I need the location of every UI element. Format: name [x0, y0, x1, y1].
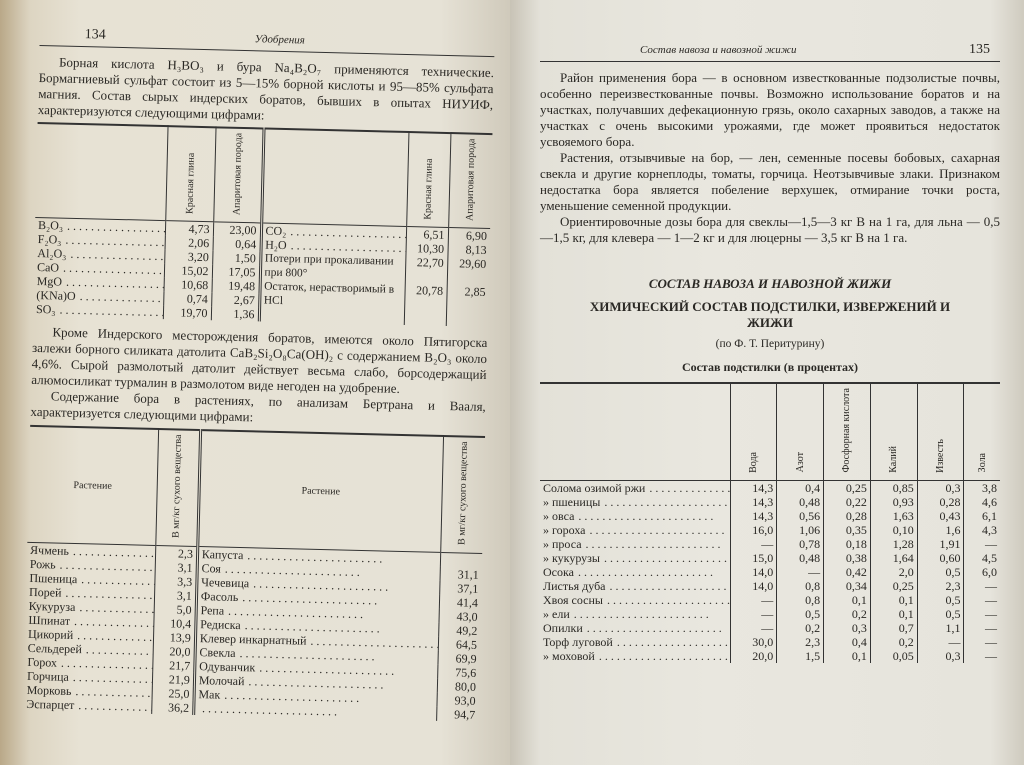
paragraph: Содержание бора в растениях, по анализам Бертрана и Вааля, характеризуется следующими цифрами: [30, 388, 486, 425]
cell-value: 2,85 [446, 284, 489, 313]
plant-name: Эспарцет . . . [23, 697, 152, 714]
plant-name: Цикорий . . . [25, 627, 154, 644]
cell-value: 8,13 [447, 242, 489, 257]
table-row [540, 607, 1000, 621]
row-label: Потери при прокаливании при 800° [264, 252, 394, 280]
cell-value: 17,05 [212, 265, 260, 280]
cell-value: 0,8 [777, 593, 824, 607]
running-head: Удобрения [254, 33, 305, 47]
cell-value: 1,1 [917, 621, 964, 635]
cell-value: 4,73 [165, 221, 213, 237]
cell-value: 0,25 [870, 579, 917, 593]
cell-value: 1,63 [870, 509, 917, 523]
column-header [917, 383, 964, 480]
table-row [540, 635, 1000, 649]
row-label: H₂O . . . [261, 238, 406, 256]
cell-value: 15,0 [730, 551, 777, 565]
plant-name: Мак . . . [194, 687, 437, 707]
cell-value: 4,3 [964, 523, 1000, 537]
column-header-label: Вода [747, 451, 759, 473]
cell-value: 0,85 [870, 480, 917, 495]
column-header [777, 383, 824, 480]
litter-composition-table [540, 382, 1000, 663]
plant-name: Редиска . . . [196, 617, 439, 637]
boron-value: 5,0 [154, 602, 196, 617]
column-header: В мг/кг сухого вещества [170, 434, 185, 539]
plant-name: Рожь . . . [27, 557, 156, 574]
cell-value: 0,48 [777, 551, 824, 565]
cell-value: 0,7 [870, 621, 917, 635]
cell-value: 0,34 [824, 579, 871, 593]
cell-value: 1,50 [212, 251, 260, 266]
cell-value: 2,3 [917, 579, 964, 593]
borates-table [33, 122, 493, 327]
column-header-label: Калий [888, 445, 900, 473]
paragraph: Ориентировочные дозы бора для свеклы—1,5—3 кг B на 1 га, для льна — 0,5—1,5 кг, для клевера — 1—2 кг и для люцерны — 3,5 кг B на 1 га. [540, 214, 1000, 245]
cell-value: 0,1 [870, 607, 917, 621]
cell-value: 0,5 [917, 607, 964, 621]
row-label: » пшеницы . . . [540, 495, 730, 509]
plant-name: Молочай . . . [194, 673, 437, 693]
cell-value: 14,3 [730, 495, 777, 509]
row-label: » овса . . . [540, 509, 730, 523]
column-header [730, 383, 777, 480]
cell-value: — [964, 621, 1000, 635]
table-row [540, 593, 1000, 607]
row-label: SO₃ . . . [33, 302, 163, 319]
cell-value: 14,0 [730, 579, 777, 593]
cell-value: 0,28 [917, 495, 964, 509]
right-page-header [540, 40, 1000, 62]
column-header-label: Зола [976, 453, 988, 473]
boron-value: 20,0 [153, 644, 195, 659]
cell-value: 0,5 [777, 607, 824, 621]
row-label: Листья дуба . . . [540, 579, 730, 593]
cell-value: 0,5 [917, 593, 964, 607]
cell-value: 3,20 [164, 249, 212, 264]
empty-cell [259, 308, 404, 326]
cell-value: 3,8 [964, 480, 1000, 495]
cell-value: 0,48 [777, 495, 824, 509]
cell-value: 0,56 [777, 509, 824, 523]
column-header: В мг/кг сухого вещества [456, 441, 470, 546]
row-label: Осока . . . [540, 565, 730, 579]
page-number: 135 [969, 42, 990, 57]
row-label: MgO . . . [34, 274, 164, 291]
boron-value: 13,9 [153, 630, 195, 645]
boron-value [440, 552, 482, 568]
cell-value: — [964, 607, 1000, 621]
cell-value: 10,68 [164, 277, 212, 292]
cell-value: 2,06 [165, 235, 213, 250]
row-label: Остаток, нерастворимый в HCl [263, 280, 395, 308]
boron-value: 3,1 [155, 560, 197, 575]
row-label: CaO . . . [34, 260, 164, 277]
row-label: B₂O₃ . . . [35, 218, 165, 236]
cell-value: 4,5 [964, 551, 1000, 565]
cell-value: 0,18 [824, 537, 871, 551]
plant-name: Клевер инкарнатный . . . [195, 631, 438, 651]
cell-value: 29,60 [447, 256, 490, 285]
cell-value: 1,36 [211, 307, 259, 322]
paragraph: Кроме Индерского месторождения боратов, имеются около Пятигорска залежи борного силиката датолита CaB₂Si₂O₈Ca(OH)₂ с содержанием B₂O₃ около 4,6%. Сырой размолотый датолит действует весьма слабо, борсодержащий алюмосиликат турмалин в размолотом виде негоден на удобрение. [31, 324, 488, 397]
cell-value: 6,0 [964, 565, 1000, 579]
cell-value: 2,3 [777, 635, 824, 649]
cell-value: — [777, 565, 824, 579]
column-header-label: Фосфорная кислота [841, 388, 853, 473]
cell-value: 15,02 [164, 263, 212, 278]
boron-value: 43,0 [438, 609, 480, 624]
cell-value: — [964, 635, 1000, 649]
table-row [540, 523, 1000, 537]
table-row [540, 509, 1000, 523]
cell-value: 22,70 [405, 255, 448, 284]
cell-value: 0,4 [824, 635, 871, 649]
cell-value: 20,78 [404, 283, 447, 312]
cell-value: 0,42 [824, 565, 871, 579]
column-header-label: Азот [794, 452, 806, 473]
column-header: Апаритовая порода [464, 138, 478, 222]
running-head: Состав навоза и навозной жижи [640, 44, 797, 56]
boron-value: 3,3 [155, 574, 197, 589]
boron-value: 64,5 [438, 637, 480, 652]
cell-value: 0,22 [824, 495, 871, 509]
boron-value: 21,7 [153, 658, 195, 673]
boron-value: 37,1 [439, 581, 481, 596]
boron-value: 21,9 [152, 672, 194, 687]
row-label: F₂O₃ . . . [35, 232, 165, 249]
plant-name: Морковь . . . [24, 683, 153, 700]
page-number: 134 [84, 27, 106, 43]
cell-value: 0,5 [917, 565, 964, 579]
cell-value: 0,2 [824, 607, 871, 621]
cell-value: — [730, 537, 777, 551]
cell-value: 1,6 [917, 523, 964, 537]
plant-name: Соя . . . [197, 561, 440, 581]
cell-value: 19,48 [211, 279, 259, 294]
plant-name: Шпинат . . . [25, 613, 154, 630]
boron-value: 41,4 [439, 595, 481, 610]
cell-value: 0,28 [824, 509, 871, 523]
table-row [540, 551, 1000, 565]
row-label: (KNa)O . . . [33, 288, 163, 305]
cell-value: — [964, 649, 1000, 663]
plant-name: Свекла . . . [195, 645, 438, 665]
table-row [540, 579, 1000, 593]
plant-name: Сельдерей . . . [25, 641, 154, 658]
column-header [964, 383, 1000, 480]
cell-value: 0,4 [777, 480, 824, 495]
boron-value: 93,0 [436, 693, 478, 708]
cell-value: 0,1 [870, 593, 917, 607]
cell-value: — [730, 607, 777, 621]
plant-name: Одуванчик . . . [195, 659, 438, 679]
column-header: Красная глина [183, 152, 197, 215]
column-header: Растение [73, 480, 112, 492]
cell-value: 0,60 [917, 551, 964, 565]
cell-value: 14,3 [730, 480, 777, 495]
table-row [540, 495, 1000, 509]
cell-value: 0,74 [163, 291, 211, 306]
boron-value: 69,9 [437, 651, 479, 666]
plant-name: Порей . . . [26, 585, 155, 602]
cell-value: 4,6 [964, 495, 1000, 509]
cell-value: 10,30 [405, 241, 447, 256]
cell-value: 0,64 [213, 237, 261, 252]
plant-name: Горох . . . [24, 655, 153, 672]
cell-value: 19,70 [163, 305, 211, 320]
row-label: Al₂O₃ . . . [34, 246, 164, 263]
table-row [540, 565, 1000, 579]
cell-value: 0,2 [870, 635, 917, 649]
plant-name: Горчица . . . [24, 669, 153, 686]
cell-value: 6,90 [448, 228, 490, 244]
empty-cell [404, 311, 446, 326]
cell-value: 1,91 [917, 537, 964, 551]
right-page [510, 0, 1024, 765]
boron-value: 10,4 [154, 616, 196, 631]
plant-name: Репа . . . [196, 603, 439, 623]
table-source: (по Ф. Т. Перитурину) [715, 338, 825, 350]
column-header [824, 383, 871, 480]
plant-name: Чечевица . . . [197, 575, 440, 595]
paragraph: Район применения бора — в основном известкованные подзолистые почвы, особенно переизвесткованные почвы. Возможно использование боратов и на участках, получавших дефекационную грязь, около сахарных заводов, а также на участках с очень высокими урожаями, где может проявиться недостаток усвояемого бора. [540, 70, 1000, 149]
row-label: Торф луговой . . . [540, 635, 730, 649]
boron-value: 25,0 [152, 686, 194, 701]
row-label: CO₂ . . . [261, 223, 406, 241]
cell-value: 0,78 [777, 537, 824, 551]
cell-value: 0,3 [824, 621, 871, 635]
column-header [870, 383, 917, 480]
column-header: Апаритовая порода [231, 132, 245, 216]
row-label: Опилки . . . [540, 621, 730, 635]
cell-value: 0,10 [870, 523, 917, 537]
empty-cell [446, 312, 488, 327]
row-label: Хвоя сосны . . . [540, 593, 730, 607]
row-label: » ели . . . [540, 607, 730, 621]
boron-value: 80,0 [437, 679, 479, 694]
boron-value: 49,2 [438, 623, 480, 638]
row-label: » кукурузы . . . [540, 551, 730, 565]
plant-name: Кукуруза . . . [26, 599, 155, 616]
table-caption: Состав подстилки (в процентах) [681, 360, 859, 374]
cell-value: 2,0 [870, 565, 917, 579]
boron-value: 94,7 [436, 707, 478, 722]
boron-value: 75,6 [437, 665, 479, 680]
cell-value: — [730, 593, 777, 607]
row-label: » гороха . . . [540, 523, 730, 537]
row-label: » проса . . . [540, 537, 730, 551]
boron-plants-table [23, 425, 485, 721]
cell-value: 0,05 [870, 649, 917, 663]
cell-value: 1,64 [870, 551, 917, 565]
paragraph: Борная кислота H₃BO₃ и бура Na₄B₂O₇ применяются технические. Бормагниевый сульфат состоит из 5—15% борной кислоты и 95—85% сульфата магния. Состав сырых индерских боратов, бывших в опытах НИУИФ, характеризуются следующими цифрами: [37, 54, 495, 123]
cell-value: 16,0 [730, 523, 777, 537]
cell-value: 0,43 [917, 509, 964, 523]
row-label: Солома озимой ржи . . . [540, 480, 730, 495]
cell-value: 0,8 [777, 579, 824, 593]
plant-name: Пшеница . . . [26, 571, 155, 588]
paragraph: Растения, отзывчивые на бор, — лен, семенные посевы бобовых, сахарная свекла и другие корнеплоды, томаты, горчица. Неотзывчивые злаки. Признаком недостатка бора является побеление верхушек, отмирание точки роста, уменьшение семенной продукции. [540, 150, 1000, 213]
cell-value: 0,1 [824, 593, 871, 607]
cell-value: 0,2 [777, 621, 824, 635]
column-header-label: Известь [935, 438, 947, 473]
boron-value: 3,1 [154, 588, 196, 603]
cell-value: — [964, 579, 1000, 593]
column-header: Красная глина [421, 158, 435, 220]
cell-value: 0,3 [917, 480, 964, 495]
cell-value: 1,28 [870, 537, 917, 551]
boron-value: 2,3 [155, 545, 197, 561]
table-row [540, 649, 1000, 663]
cell-value: 0,3 [917, 649, 964, 663]
cell-value: 23,00 [213, 222, 261, 238]
cell-value: 14,0 [730, 565, 777, 579]
cell-value: 1,06 [777, 523, 824, 537]
cell-value: 0,1 [824, 649, 871, 663]
cell-value: 0,38 [824, 551, 871, 565]
table-title: ХИМИЧЕСКИЙ СОСТАВ ПОДСТИЛКИ, ИЗВЕРЖЕНИЙ И ЖИЖИ [589, 299, 951, 330]
plant-name: Капуста . . . [197, 546, 440, 566]
cell-value: 1,5 [777, 649, 824, 663]
cell-value: 0,25 [824, 480, 871, 495]
section-title: СОСТАВ НАВОЗА И НАВОЗНОЙ ЖИЖИ [648, 276, 892, 291]
boron-value: 31,1 [440, 567, 482, 582]
cell-value: 30,0 [730, 635, 777, 649]
plant-name: Ячмень . . . [27, 542, 156, 560]
cell-value: 2,67 [211, 293, 259, 308]
cell-value: 6,1 [964, 509, 1000, 523]
cell-value: — [964, 537, 1000, 551]
cell-value: 6,51 [406, 227, 448, 243]
cell-value: — [964, 593, 1000, 607]
column-header: Растение [301, 485, 341, 498]
table-row [540, 621, 1000, 635]
table-row [540, 480, 1000, 495]
boron-value: 36,2 [151, 700, 193, 715]
cell-value: 0,93 [870, 495, 917, 509]
cell-value: 14,3 [730, 509, 777, 523]
cell-value: — [917, 635, 964, 649]
cell-value: 0,35 [824, 523, 871, 537]
left-page-header [39, 24, 494, 57]
cell-value: — [730, 621, 777, 635]
cell-value: 20,0 [730, 649, 777, 663]
plant-name: Фасоль . . . [196, 589, 439, 609]
table-row [540, 537, 1000, 551]
row-label: » моховой . . . [540, 649, 730, 663]
